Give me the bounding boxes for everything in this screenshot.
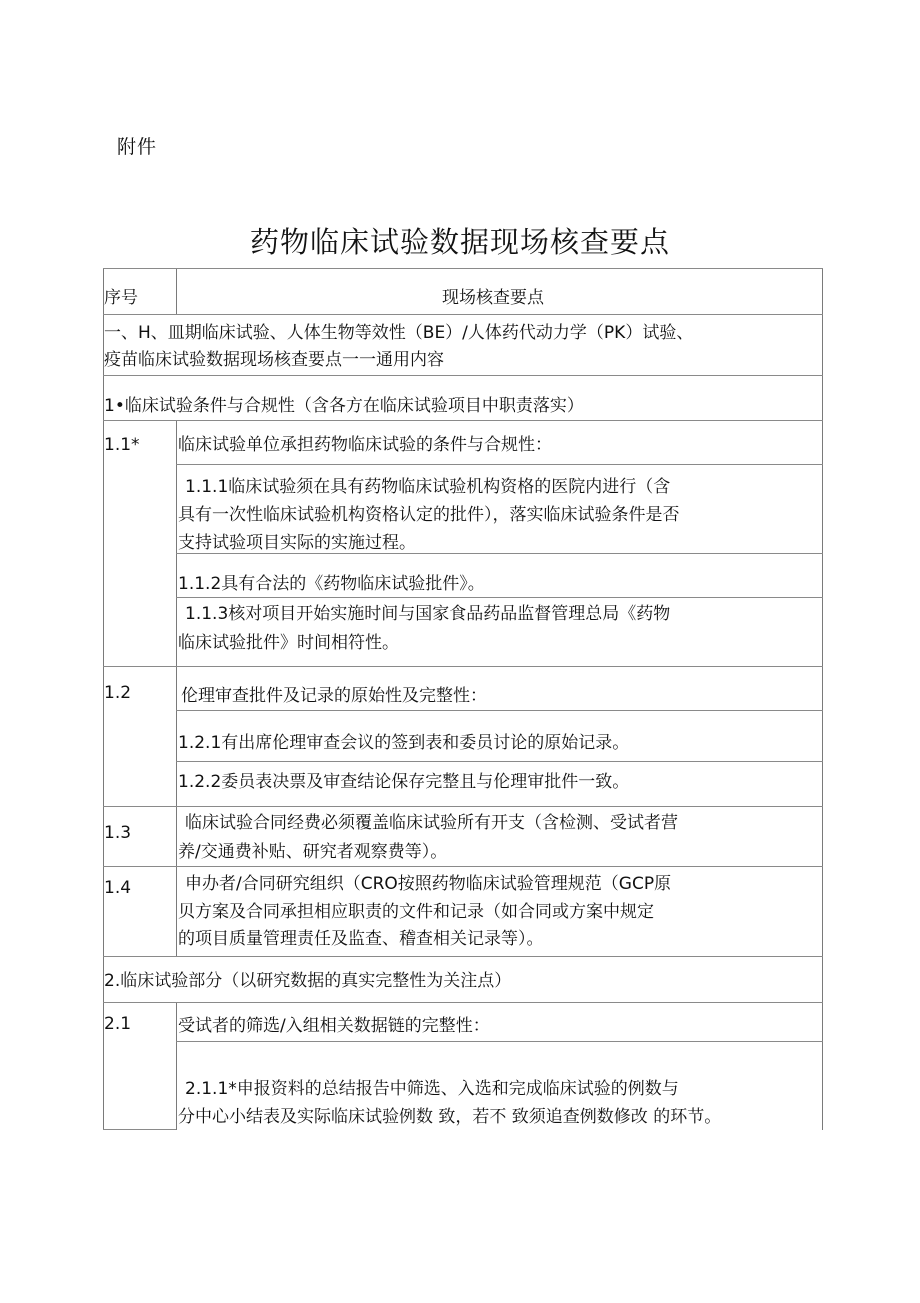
- row-divider: [103, 268, 823, 269]
- column-divider: [176, 420, 177, 666]
- item-1-2-number: 1.2: [104, 683, 132, 703]
- row-divider: [176, 597, 823, 598]
- row-divider: [176, 710, 823, 711]
- section-1-heading: 1•临床试验条件与合规性（含各方在临床试验项目中职责落实）: [104, 396, 584, 416]
- item-1-2-1-text: 1.2.1有出席伦理审查会议的签到表和委员讨论的原始记录。: [178, 733, 630, 753]
- table-border-right: [822, 268, 823, 1130]
- column-divider: [176, 1002, 177, 1130]
- item-2-1-heading: 受试者的筛选/入组相关数据链的完整性：: [178, 1016, 490, 1036]
- item-1-1-number: 1.1*: [104, 435, 140, 455]
- text-line: 1.1.1临床试验须在具有药物临床试验机构资格的医院内进行（含: [185, 477, 671, 497]
- attachment-label: 附件: [117, 136, 158, 158]
- text-line: 疫苗临床试验数据现场核查要点一一通用内容: [104, 350, 444, 370]
- column-divider: [176, 666, 177, 806]
- text-line: 贝方案及合同承担相应职责的文件和记录（如合同或方案中规定: [178, 902, 654, 922]
- text-line: 1.1.3核对项目开始实施时间与国家食品药品监督管理总局《药物: [185, 604, 671, 624]
- item-2-1-number: 2.1: [104, 1014, 132, 1034]
- column-header-no: 序号: [104, 288, 138, 308]
- column-divider: [176, 866, 177, 956]
- item-1-2-2-text: 1.2.2委员表决票及审查结论保存完整且与伦理审批件一致。: [178, 772, 630, 792]
- section-2-heading: 2.临床试验部分（以研究数据的真实完整性为关注点）: [104, 971, 512, 991]
- item-1-2-heading: 伦理审查批件及记录的原始性及完整性：: [181, 686, 487, 706]
- item-1-4-number: 1.4: [104, 878, 132, 898]
- text-line: 临床试验合同经费必须覆盖临床试验所有开支（含检测、受试者营: [185, 813, 678, 833]
- text-line: 支持试验项目实际的实施过程。: [178, 533, 416, 553]
- row-divider: [176, 1041, 823, 1042]
- column-divider: [176, 268, 177, 314]
- column-divider: [176, 806, 177, 866]
- document-title: 药物临床试验数据现场核查要点: [249, 225, 670, 259]
- text-line: 一、H、皿期临床试验、人体生物等效性（BE）/人体药代动力学（PK）试验、: [104, 323, 694, 343]
- row-divider: [176, 464, 823, 465]
- row-divider: [103, 866, 823, 867]
- row-divider: [103, 956, 823, 957]
- item-1-1-heading: 临床试验单位承担药物临床试验的条件与合规性：: [178, 435, 552, 455]
- item-1-3-number: 1.3: [104, 823, 132, 843]
- column-header-points: 现场核查要点: [442, 288, 544, 308]
- text-line: 分中心小结表及实际临床试验例数 致，若不 致须追查例数修改 的环节。: [178, 1107, 722, 1127]
- text-line: 具有一次性临床试验机构资格认定的批件），落实临床试验条件是否: [178, 505, 680, 525]
- text-line: 申办者/合同研究组织（CRO按照药物临床试验管理规范（GCP原: [185, 874, 672, 894]
- text-line: 养/交通费补贴、研究者观察费等）。: [178, 842, 448, 862]
- text-line: 2.1.1*申报资料的总结报告中筛选、入选和完成临床试验的例数与: [185, 1079, 679, 1099]
- text-line: 的项目质量管理责任及监查、稽查相关记录等）。: [178, 929, 544, 949]
- row-divider: [103, 375, 823, 376]
- row-divider: [103, 1129, 176, 1130]
- row-divider: [103, 666, 823, 667]
- item-1-1-2-text: 1.1.2具有合法的《药物临床试验批件》。: [178, 574, 485, 594]
- row-divider: [103, 1002, 823, 1003]
- row-divider: [176, 761, 823, 762]
- row-divider: [103, 806, 823, 807]
- row-divider: [103, 420, 823, 421]
- text-line: 临床试验批件》时间相符性。: [178, 633, 399, 653]
- row-divider: [103, 314, 823, 315]
